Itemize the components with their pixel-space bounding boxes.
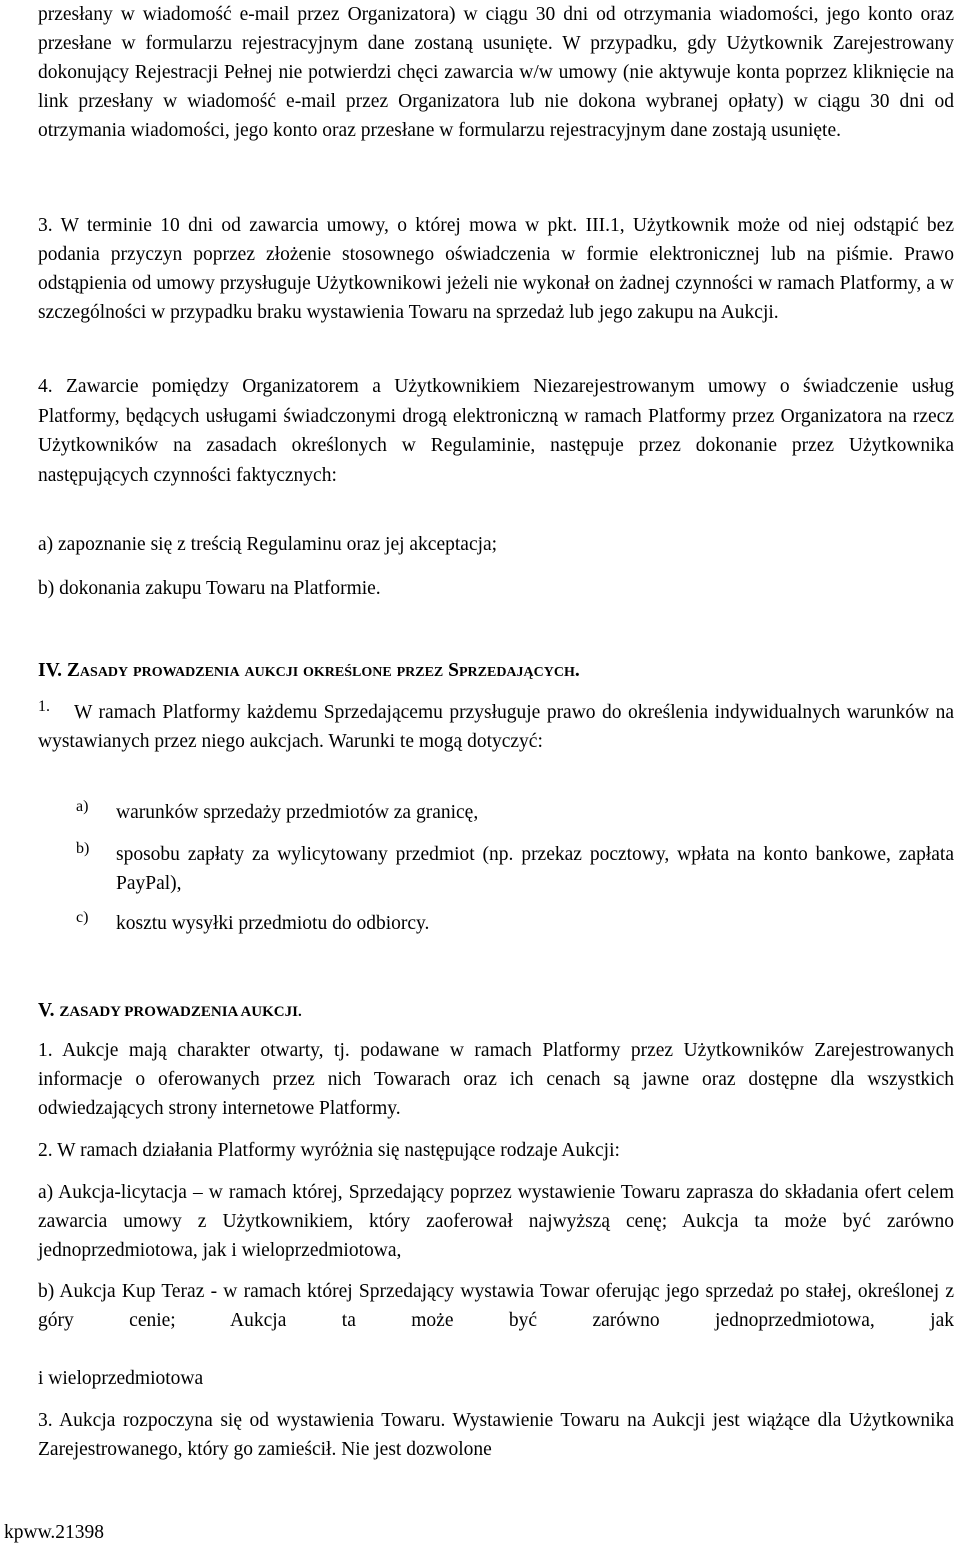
item-text: 3. W terminie 10 dni od zawarcia umowy, o której mowa w pkt. III.1, Użytkownik może od niej odstąpić bez podania przyczyn poprzez złożenie stosownego oświadczenia w formie elektronicznej lub na piśmie. Prawo odstąpienia od umowy przysługuje Użytkownikowi jeżeli nie wykonał on żadnej czynności w ramach Platformy, a w szczególności w przypadku braku wystawienia Towaru na sprzedaż lub jego zakupu na Aukcji. — [38, 215, 954, 323]
item-3 — [38, 211, 954, 327]
section-iv-item-a — [38, 798, 954, 827]
item-4-a: a) zapoznanie się z treścią Regulaminu oraz jej akceptacja; — [38, 534, 498, 555]
item-text: 1. Aukcje mają charakter otwarty, tj. podawane w ramach Platformy przez Użytkowników Zarejestrowanych informacje o oferowanych przez nich Towarach oraz ich cenach są jawne oraz dostępne dla wszystkich odwiedzających strony internetowe Platformy. — [38, 1040, 954, 1119]
sub-label: a) — [76, 798, 89, 815]
section-v-item-3 — [38, 1406, 954, 1464]
section-v-item-2 — [38, 1136, 954, 1165]
sub-label: c) — [76, 909, 89, 926]
section-v-heading — [38, 996, 954, 1027]
section-v-item-2-b: b) Aukcja Kup Teraz - w ramach której Sprzedający wystawia Towar oferując jego sprzedaż po stałej, określonej z góry cenie; Aukcja ta może być zarówno jednoprzedmiotowa, jak — [38, 1281, 954, 1331]
item-number: 1. — [38, 698, 50, 715]
sub-text: sposobu zapłaty za wylicytowany przedmiot (np. przekaz pocztowy, wpłata na konto bankowe, zapłata PayPal), — [116, 844, 954, 894]
footer-code: kpww.21398 — [4, 1522, 105, 1543]
section-iv-item-b — [38, 840, 954, 898]
section-iv-heading — [38, 656, 954, 685]
section-v-item-2-a: a) Aukcja-licytacja – w ramach której, Sprzedający poprzez wystawienie Towaru zaprasza do składania ofert celem zawarcia umowy z Użytkownikiem, który zaoferował najwyższą cenę; Aukcja ta może być zarówno jednoprzedmiotowa, jak i wieloprzedmiotowa, — [38, 1182, 954, 1261]
item-text: 3. Aukcja rozpoczyna się od wystawienia Towaru. Wystawienie Towaru na Aukcji jest wiążące dla Użytkownika Zarejestrowanego, który go zamieścił. Nie jest dozwolone — [38, 1410, 954, 1460]
item-number-inline: 1. — [38, 1040, 63, 1061]
item-text: W ramach Platformy każdemu Sprzedającemu przysługuje prawo do określenia indywidualnych warunków na wystawianych przez niego aukcjach. Warunki te mogą dotyczyć: — [38, 702, 954, 752]
item-number-inline: 2. — [38, 1140, 58, 1161]
section-number: V. — [38, 1000, 55, 1021]
item-number-inline: 3. — [38, 1410, 60, 1431]
section-title: ZASADY PROWADZENIA AUKCJI. — [59, 1004, 302, 1020]
item-text: 2. W ramach działania Platformy wyróżnia się następujące rodzaje Aukcji: — [38, 1140, 620, 1161]
section-v-item-2-b-cont: i wieloprzedmiotowa — [38, 1368, 204, 1389]
section-iv-item-c — [38, 909, 954, 938]
sub-label: b) — [76, 840, 90, 857]
sub-text: warunków sprzedaży przedmiotów za granicę, — [116, 802, 479, 823]
section-number: IV. — [38, 660, 63, 681]
section-iv-item-1 — [38, 698, 954, 756]
item-number-inline: 3. — [38, 215, 61, 236]
section-title: Zasady prowadzenia aukcji określone przez Sprzedających. — [66, 660, 580, 681]
intro-paragraph: przesłany w wiadomość e-mail przez Organizatora) w ciągu 30 dni od otrzymania wiadomości, jego konto oraz przesłane w formularzu rejestracyjnym dane zostaną usunięte. W przypadku, gdy Użytkownik Zarejestrowany dokonujący Rejestracji Pełnej nie potwierdzi chęci zawarcia w/w umowy (nie aktywuje konta poprzez kliknięcie na link przesłany w wiadomość e-mail przez Organizatora lub nie dokona wybranej opłaty) w ciągu 30 dni od otrzymania wiadomości, jego konto oraz przesłane w formularzu rejestracyjnym dane zostają usunięte. — [38, 4, 954, 141]
item-4: 4. Zawarcie pomiędzy Organizatorem a Użytkownikiem Niezarejestrowanym umowy o świadczenie usług Platformy, będących usługami świadczonymi drogą elektroniczną w ramach Platformy przez Organizatora na rzecz Użytkowników na zasadach określonych w Regulaminie, następuje przez dokonanie przez Użytkownika następujących czynności faktycznych: — [38, 376, 954, 486]
sub-text: kosztu wysyłki przedmiotu do odbiorcy. — [116, 913, 430, 934]
item-4-b: b) dokonania zakupu Towaru na Platformie. — [38, 578, 381, 599]
section-v-item-1 — [38, 1036, 954, 1123]
